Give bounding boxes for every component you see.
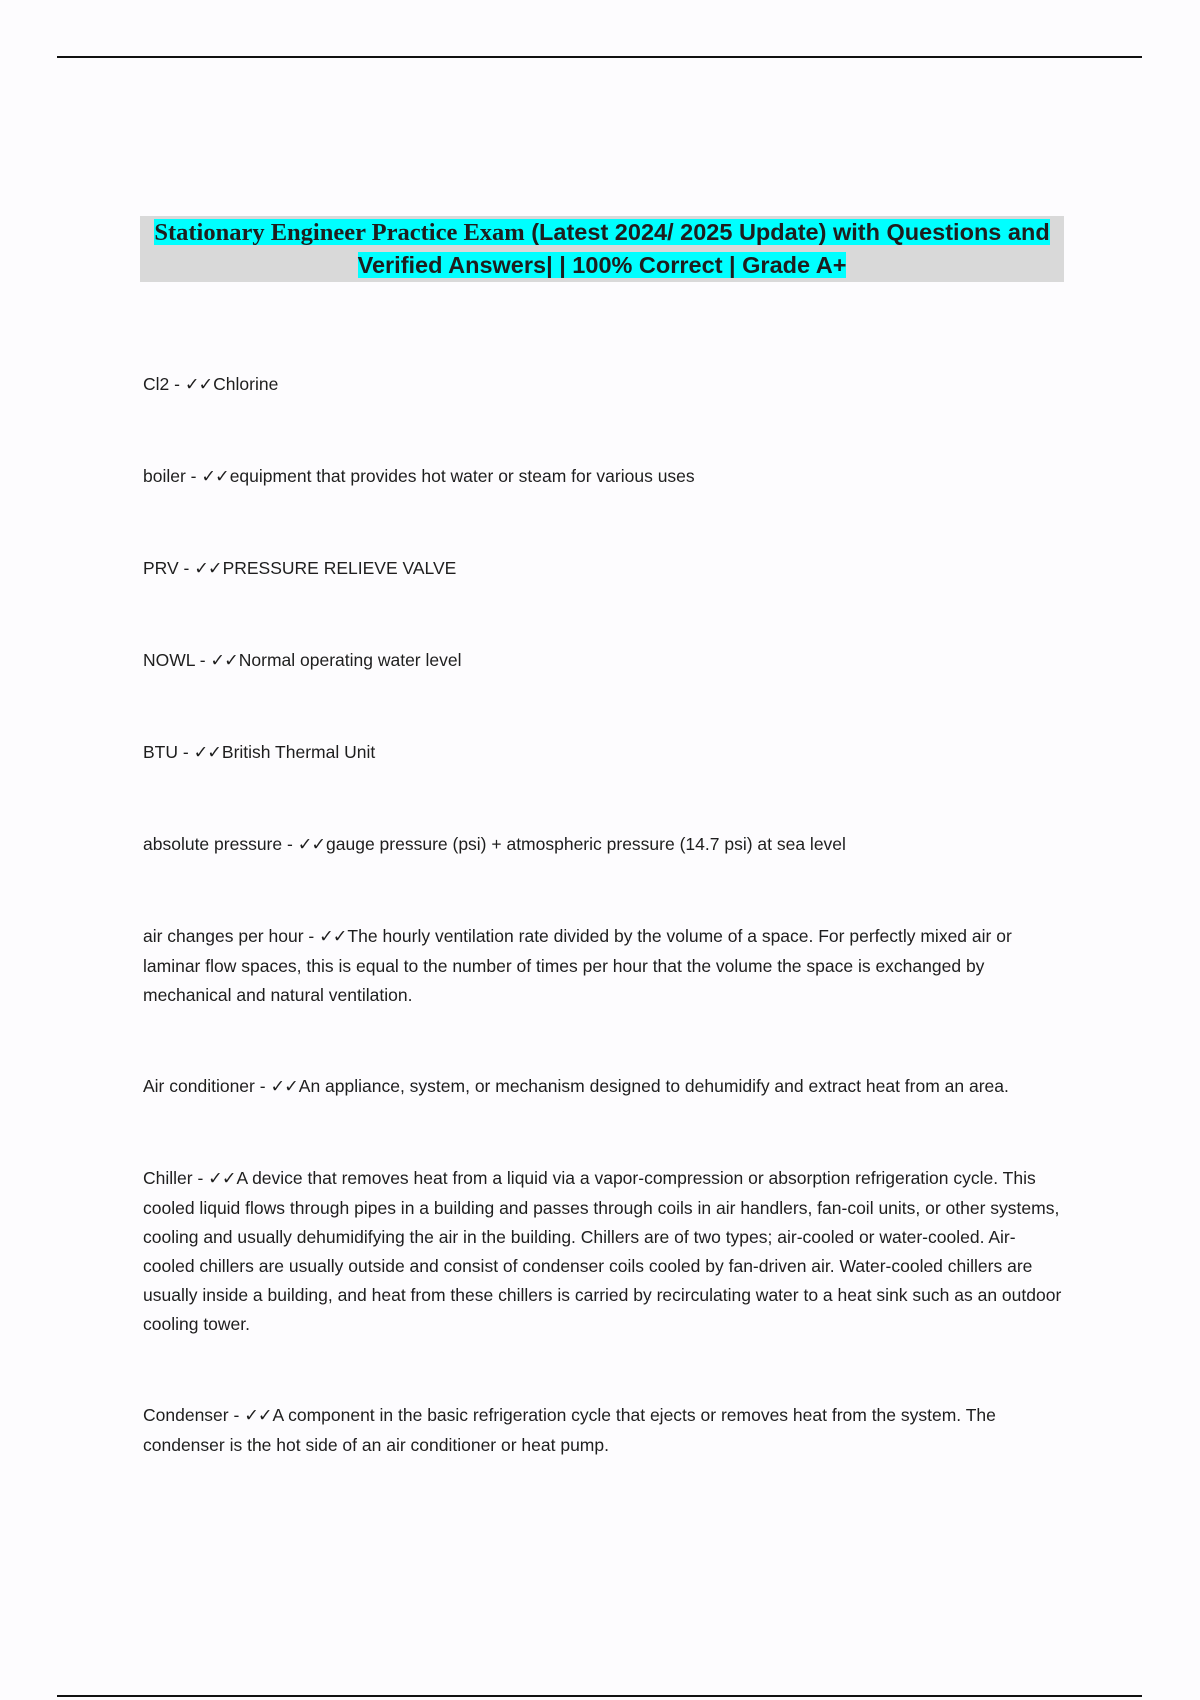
entry-definition: British Thermal Unit <box>221 742 376 762</box>
title-sans-part: (Latest 2024/ 2025 Update) with Questions and Verified Answers| | 100% Correct | Grade A+ <box>357 219 1050 278</box>
glossary-entry-10 <box>143 1401 1063 1460</box>
glossary-entry-9 <box>143 1164 1063 1339</box>
entries-list <box>143 370 1063 1522</box>
entry-separator: - <box>228 1405 245 1425</box>
entry-definition: A device that removes heat from a liquid via a vapor-compression or absorption refrigeration cycle. This cooled liquid flows through pipes in a building and passes through coils in air handlers, fan-coil units, or other systems, cooling and usually dehumidifying the air in the building. Chillers are of two types; air-cooled or water-cooled. Air-cooled chillers are usually outside and consist of condenser coils cooled by fan-driven air. Water-cooled chillers are usually inside a building, and heat from these chillers is carried by recirculating water to a heat sink such as an outdoor cooling tower. <box>143 1168 1062 1334</box>
entry-term: Cl2 <box>143 374 170 394</box>
double-check-icon: ✓✓ <box>244 1406 272 1426</box>
entry-definition: A component in the basic refrigeration cycle that ejects or removes heat from the system. The condenser is the hot side of an air conditioner or heat pump. <box>143 1405 996 1455</box>
glossary-entry-7 <box>143 922 1063 1010</box>
entry-separator: - <box>282 834 298 854</box>
entry-term: PRV <box>143 558 179 578</box>
entry-term: Air conditioner <box>143 1076 255 1096</box>
entry-definition: equipment that provides hot water or steam for various uses <box>229 466 695 486</box>
entry-term: BTU <box>143 742 178 762</box>
entry-term: NOWL <box>143 650 195 670</box>
document-title <box>140 216 1064 282</box>
top-rule <box>57 56 1142 58</box>
glossary-entry-3 <box>143 554 1063 584</box>
entry-definition: Chlorine <box>213 374 279 394</box>
entry-separator: - <box>178 558 195 578</box>
entry-separator: - <box>192 1168 209 1188</box>
double-check-icon: ✓✓ <box>194 559 222 579</box>
entry-term: Chiller <box>143 1168 193 1188</box>
double-check-icon: ✓✓ <box>201 467 229 487</box>
entry-term: Condenser <box>143 1405 229 1425</box>
double-check-icon: ✓✓ <box>270 1077 298 1097</box>
double-check-icon: ✓✓ <box>319 927 347 947</box>
title-serif-part: Stationary Engineer Practice Exam <box>154 219 525 246</box>
double-check-icon: ✓✓ <box>184 375 213 395</box>
glossary-entry-5 <box>143 738 1063 768</box>
bottom-rule <box>57 1695 1142 1697</box>
glossary-entry-4 <box>143 646 1063 676</box>
entry-separator: - <box>303 926 320 946</box>
entry-term: boiler <box>143 466 186 486</box>
glossary-entry-2 <box>143 462 1063 492</box>
entry-definition: gauge pressure (psi) + atmospheric pressure (14.7 psi) at sea level <box>326 834 846 854</box>
entry-definition: An appliance, system, or mechanism designed to dehumidify and extract heat from an area. <box>298 1076 1009 1096</box>
double-check-icon: ✓✓ <box>297 835 326 855</box>
entry-definition: The hourly ventilation rate divided by the volume of a space. For perfectly mixed air or laminar flow spaces, this is equal to the number of times per hour that the volume the space is exchanged by mechanical and natural ventilation. <box>143 926 1012 1005</box>
glossary-entry-6 <box>143 830 1063 860</box>
glossary-entry-1 <box>143 370 1063 400</box>
entry-term: absolute pressure <box>143 834 283 854</box>
entry-definition: PRESSURE RELIEVE VALVE <box>222 558 457 578</box>
double-check-icon: ✓✓ <box>193 743 221 763</box>
entry-separator: - <box>194 650 211 670</box>
double-check-icon: ✓✓ <box>208 1169 236 1189</box>
double-check-icon: ✓✓ <box>210 651 238 671</box>
entry-separator: - <box>169 374 185 394</box>
entry-separator: - <box>185 466 202 486</box>
entry-separator: - <box>178 742 194 762</box>
entry-term: air changes per hour <box>143 926 304 946</box>
entry-separator: - <box>254 1076 271 1096</box>
glossary-entry-8 <box>143 1072 1063 1102</box>
entry-definition: Normal operating water level <box>238 650 462 670</box>
